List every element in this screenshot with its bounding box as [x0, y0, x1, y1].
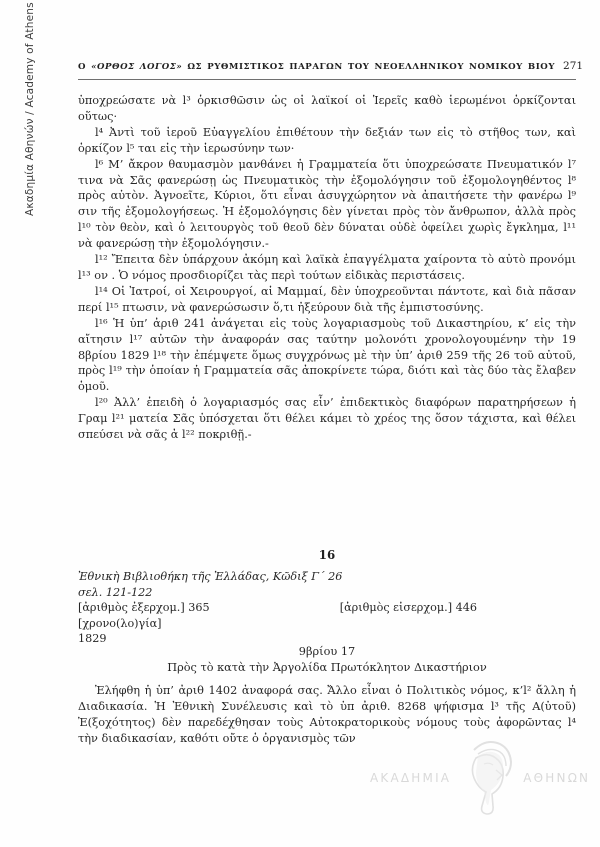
document-paragraph: l⁴ Ἀντὶ τοῦ ἱεροῦ Εὐαγγελίου ἐπιθέτουν τὴν δεξιάν των εἰς τὸ στῆθος των, καὶ ὁρκίζον l⁵ ται εἰς τὴν ἱερωσύνην των·: [78, 125, 576, 155]
section-number: 16: [318, 548, 336, 562]
running-title-prefix: Ο: [78, 62, 92, 72]
library-side-stamp: Ακαδημία Αθηνών / Academy of Athens: [24, 2, 36, 216]
entry-number: [ἀριθμὸς εἰσερχομ.] 446: [339, 601, 477, 615]
document2-block: [78, 644, 576, 747]
exit-number: [ἀριθμὸς ἐξερχομ.] 365: [78, 601, 210, 615]
running-head: [78, 60, 584, 80]
running-title-quoted: «ΟΡΘΟΣ ΛΟΓΟΣ»: [91, 62, 183, 72]
section-pages: σελ. 121-122: [78, 585, 153, 599]
document-paragraph: l¹⁶ Ἡ ὑπ’ ἀριθ 241 ἀνάγεται εἰς τοὺς λογαριασμοὺς τοῦ Δικαστηρίου, κ’ εἰς τὴν αἴτησιν l¹⁷ αὐτῶν τὴν ἀναφοράν σας ταύτην μολονότι χρονολογουμένην τὴν 19 8βρίου 1829 l¹⁸ τὴν ἐπέμψετε ὅμως συγχρόνως μὲ τὴν ὑπ’ ἀριθ 259 τῆς 26 τοῦ αὐτοῦ, πρὸς l¹⁹ τὴν ὁποίαν ἡ Γραμματεία σᾶς ἀποκρίνετε τώρα, διότι καὶ τὰς δύο τὰς ἔλαβεν ὁμοῦ.: [78, 316, 576, 394]
chronology-label: [χρονο(λο)γία]: [78, 616, 162, 630]
section-registry-row: [78, 600, 576, 616]
chronology-year: 1829: [78, 632, 107, 646]
document-paragraph: ὑποχρεώσατε νὰ l³ ὁρκισθῶσιν ὡς οἱ λαϊκοί οἱ Ἱερεῖς καθὸ ἱερωμένοι ὁρκίζονται οὕτως·: [78, 94, 576, 123]
text-column: [78, 60, 584, 847]
page-number: 271: [563, 60, 584, 72]
watermark-text-left: ΑΚΑΔΗΜΙΑ: [370, 771, 452, 785]
document2-date: 9βρίου 17: [298, 645, 356, 658]
running-title-suffix: ΩΣ ΡΥΘΜΙΣΤΙΚΟΣ ΠΑΡΑΓΩΝ ΤΟΥ ΝΕΟΕΛΛΗΝΙΚΟΥ ΝΟΜΙΚΟΥ ΒΙΟΥ: [182, 62, 556, 72]
document2-addressee: Πρὸς τὸ κατὰ τὴν Ἀργολίδα Πρωτόκλητον Δικαστήριον: [167, 661, 487, 674]
document-paragraph: l²⁰ Ἀλλ’ ἐπειδὴ ὁ λογαριασμός σας εἶν’ ἐπιδεκτικὸς διαφόρων παρατηρήσεων ἡ Γραμ l²¹ ματεία Σᾶς ὑπόσχεται ὅτι θέλει κάμει τὸ χρέος της ὅσον τάχιστα, καὶ θέλει σπεύσει νὰ σᾶς ἀ l²² ποκριθῇ.-: [78, 396, 576, 442]
document-paragraph: l¹⁴ Οἱ Ἰατροί, οἱ Χειρουργοί, αἱ Μαμμαί, δὲν ὑποχρεοῦνται πάντοτε, καὶ διὰ πᾶσαν περί l¹⁵ πτωσιν, νὰ φανερώσωσιν ὅ,τι ἠξεύρουν διὰ τῆς ἐμπιστοσύνης.: [78, 284, 576, 314]
document-paragraph: l⁶ Μ’ ἄκρον θαυμασμὸν μανθάνει ἡ Γραμματεία ὅτι ὑποχρεώσατε Πνευματικόν l⁷ τινα νὰ Σᾶς φανερώσῃ ὡς Πνευματικὸς τὴν ἐξομολόγησιν τοῦ ἐξομολογηθέντος l⁸ πρὸς αὐτὸν. Ἀγνοεῖτε, Κύριοι, ὅτι εἶναι ἀσυγχώρητον νὰ ἀπαιτήσετε τὴν φανέρω l⁹ σιν τῆς ἐξομολογήσεως. Ἡ ἐξομολόγησις δὲν γίνεται πρὸς τὸν ἄνθρωπον, ἀλλὰ πρὸς l¹⁰ τὸν θεὸν, καὶ ὁ λειτουργὸς τοῦ θεοῦ δὲν δύναται οὐδὲ ὀφείλει χωρὶς ἔγκλημα, l¹¹ νὰ φανερώσῃ τὴν ἐξομολόγησιν.-: [78, 157, 576, 251]
watermark-text-right: ΑΘΗΝΩΝ: [523, 771, 591, 785]
document1-body: [78, 93, 576, 443]
section-source: Ἐθνικὴ Βιβλιοθήκη τῆς Ἑλλάδας, Κῶδιξ Γ΄ 26: [78, 570, 343, 583]
document-paragraph: l¹² Ἔπειτα δὲν ὑπάρχουν ἀκόμη καὶ λαϊκὰ ἐπαγγέλματα χαίροντα τὸ αὐτὸ προνόμι l¹³ ον . Ὁ νόμος προσδιορίζει τὰς περὶ τούτων εἰδικὰς περιστάσεις.: [78, 253, 576, 282]
section-16-header-block: [78, 548, 576, 647]
document-paragraph: Ἐλήφθη ἡ ὑπ’ ἀριθ 1402 ἀναφορά σας. Ἄλλο εἶναι ὁ Πολιτικὸς νόμος, κ’l² ἄλλη ἡ Διαδικασία. Ἡ Ἐθνικὴ Συνέλευσις καὶ τὸ ὑπ ἀριθ. 8268 ψήφισμα l³ τῆς Α(ὐτοῦ) Ἐ(ξοχότητος) δὲν παρεδέχθησαν τοὺς Αὐτοκρατορικοὺς νόμους τοὺς ἀφορῶντας l⁴ τὴν διαδικασίαν, καθότι οὔτε ὁ ὀργανισμὸς τῶν: [78, 684, 576, 745]
running-title: [78, 62, 555, 72]
